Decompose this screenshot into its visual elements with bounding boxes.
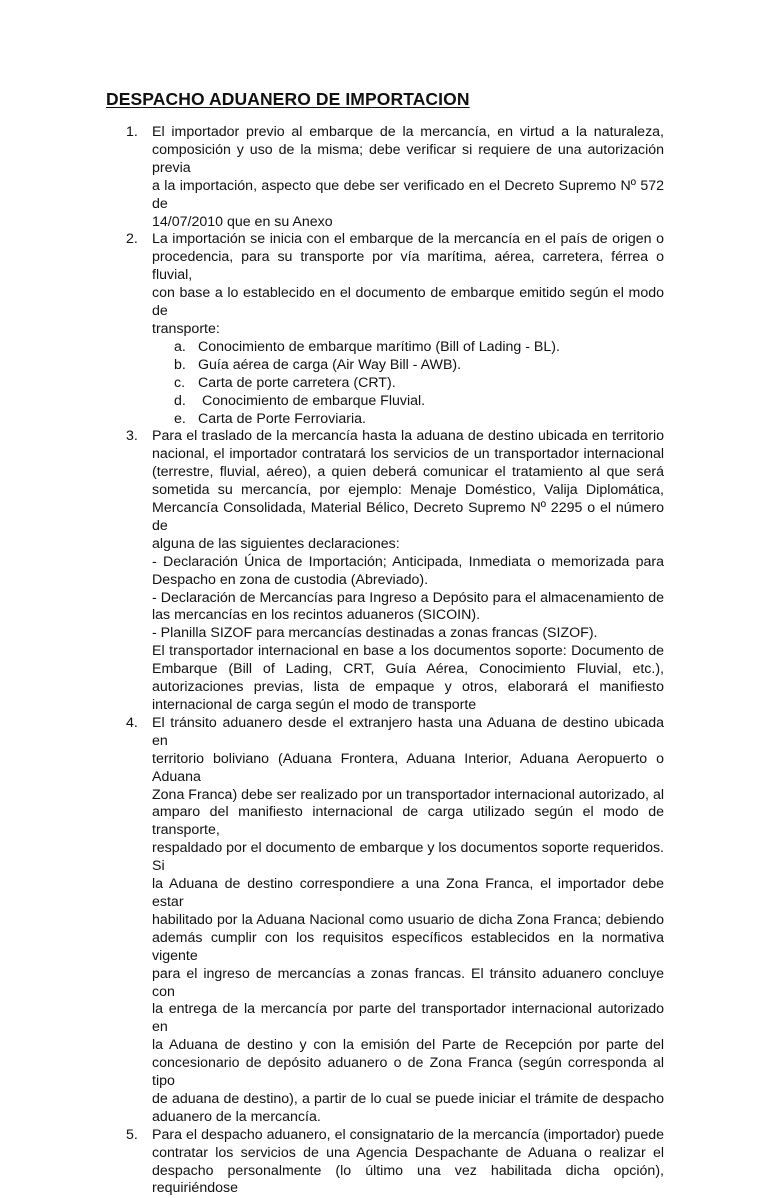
list-item [126,1127,664,1198]
item-line: de aduana de destino), a partir de lo cual se puede iniciar el trámite de despacho [152,1090,664,1107]
document-title: DESPACHO ADUANERO DE IMPORTACION [106,89,470,109]
sub-item-text: Carta de Porte Ferroviaria. [198,410,366,427]
item-line: aduanero de la mercancía. [152,1108,321,1125]
sub-list-item [152,339,664,357]
sub-item-text: Conocimiento de embarque marítimo (Bill of Lading - BL). [198,338,560,355]
item-line: despacho personalmente (lo último una vez habilitada dicha opción), requiriéndose [152,1162,664,1197]
item-number: 4. [126,714,138,731]
item-number: 5. [126,1126,138,1143]
item-line: con base a lo establecido en el documento de embarque emitido según el modo de [152,285,664,320]
procedure-list [126,124,664,1198]
sub-item-letter: e. [174,410,186,427]
list-item [126,124,664,231]
item-line: Para el despacho aduanero, el consignatario de la mercancía (importador) puede [152,1126,664,1143]
item-line: amparo del manifiesto internacional de carga utilizado según el modo de transporte, [152,804,664,839]
item-line: a la importación, aspecto que debe ser verificado en el Decreto Supremo Nº 572 de [152,177,664,212]
item-line: procedencia, para su transporte por vía marítima, aérea, carretera, férrea o fluvial, [152,249,664,284]
sub-item-letter: c. [174,374,186,391]
item-line: composición y uso de la misma; debe verificar si requiere de una autorización previa [152,141,664,176]
item-line: respaldado por el documento de embarque y los documentos soporte requeridos. Si [152,840,664,875]
item-line: transporte: [152,320,220,337]
item-line: alguna de las siguientes declaraciones: [152,535,400,552]
item-line: la Aduana de destino correspondiere a una Zona Franca, el importador debe estar [152,876,664,910]
item-line: además cumplir con los requisitos específicos establecidos en la normativa vigente [152,929,664,964]
item-line: territorio boliviano (Aduana Frontera, Aduana Interior, Aduana Aeropuerto o Aduana [152,750,664,785]
sub-list-item [152,357,664,375]
item-line: - Declaración de Mercancías para Ingreso a Depósito para el almacenamiento de [152,589,664,606]
item-number: 1. [126,124,138,140]
item-line: contratar los servicios de una Agencia Despachante de Aduana o realizar el [152,1144,664,1161]
item-line: internacional de carga según el modo de transporte [152,697,477,713]
sub-list-item [152,375,664,393]
item-line: la entrega de la mercancía por parte del transportador internacional autorizado en [152,1001,664,1036]
item-line: Mercancía Consolidada, Material Bélico, Decreto Supremo Nº 2295 o el número de [152,500,664,534]
item-number: 2. [126,231,138,248]
sub-item-text: Guía aérea de carga (Air Way Bill - AWB). [198,356,462,373]
item-line: Para el traslado de la mercancía hasta la aduana de destino ubicada en territorio [152,428,664,445]
item-line: la Aduana de destino y con la emisión del Parte de Recepción por parte del [152,1037,664,1054]
item-line: habilitado por la Aduana Nacional como usuario de dicha Zona Franca; debiendo [152,911,664,928]
sub-item-letter: b. [174,356,186,373]
list-item [126,428,664,715]
sub-list-item [152,393,664,411]
item-line: Despacho en zona de custodia (Abreviado). [152,571,429,588]
item-line: nacional, el importador contratará los servicios de un transportador internacional [152,446,664,463]
item-line: - Declaración Única de Importación; Anticipada, Inmediata o memorizada para [152,553,664,570]
item-line: Zona Franca) debe ser realizado por un transportador internacional autorizado, al [152,786,664,803]
list-item [126,715,664,1127]
sub-item-text: Carta de porte carretera (CRT). [198,374,396,391]
item-line: para el ingreso de mercancías a zonas francas. El tránsito aduanero concluye con [152,965,664,1000]
transport-document-list [152,339,664,429]
item-line: Embarque (Bill of Lading, CRT, Guía Aérea, Conocimiento Fluvial, etc.), [152,661,664,678]
item-line: (terrestre, fluvial, aéreo), a quien deberá comunicar el tratamiento al que será [152,464,664,481]
item-line: concesionario de depósito aduanero o de Zona Franca (según corresponda al tipo [152,1055,664,1090]
list-item [126,231,664,428]
item-line: La importación se inicia con el embarque de la mercancía en el país de origen o [152,231,664,248]
item-number: 3. [126,428,138,445]
item-line: 14/07/2010 que en su Anexo [152,213,333,230]
sub-item-text: Conocimiento de embarque Fluvial. [198,392,426,409]
item-line: sometida su mercancía, por ejemplo: Menaje Doméstico, Valija Diplomática, [152,482,664,499]
item-line: - Planilla SIZOF para mercancías destinadas a zonas francas (SIZOF). [152,625,598,642]
sub-item-letter: d. [174,392,186,409]
item-line: las mercancías en los recintos aduaneros (SICOIN). [152,607,481,624]
item-line: El tránsito aduanero desde el extranjero hasta una Aduana de destino ubicada en [152,714,664,749]
sub-list-item [152,411,664,429]
item-line: El importador previo al embarque de la mercancía, en virtud a la naturaleza, [152,124,664,140]
item-line: El transportador internacional en base a los documentos soporte: Documento de [152,643,664,660]
sub-item-letter: a. [174,338,186,355]
item-line: autorizaciones previas, lista de empaque y otros, elaborará el manifiesto [152,679,664,696]
